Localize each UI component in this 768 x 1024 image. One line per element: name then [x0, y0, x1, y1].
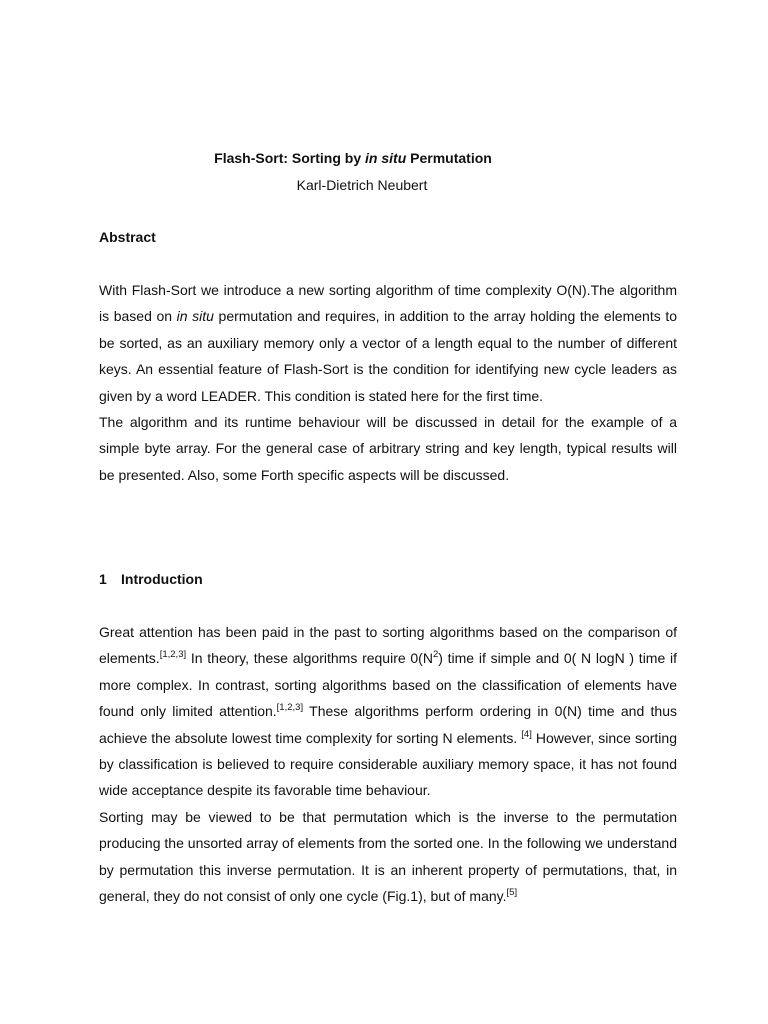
intro-p1-text-e: However, since sorting by classification is believed to require considerable auxiliary memory space, it has not found wide acceptance despite its favorable time behaviour. [99, 729, 677, 799]
citation-ref: [4] [521, 728, 532, 740]
title-text-italic: in situ [365, 150, 407, 166]
abstract-p1-text-b: permutation and requires, in addition to the array holding the elements to be sorted, as an auxiliary memory only a vector of a length equal to the number of different keys. An essential feature of Flash-Sort is the condition for identifying new cycle leaders as given by a word LEADER. This condition is stated here for the first time. [99, 308, 677, 404]
section-title: Introduction [121, 571, 203, 587]
intro-p1-text-d: These algorithms perform ordering in 0(N) time and thus achieve the absolute lowest time complexity for sorting N elements. [99, 703, 677, 746]
abstract-body [99, 277, 677, 488]
introduction-body [99, 619, 677, 909]
abstract-paragraph-2: The algorithm and its runtime behaviour will be discussed in detail for the example of a simple byte array. For the general case of arbitrary string and key length, typical results will be presented. Also, some Forth specific aspects will be discussed. [99, 414, 677, 483]
intro-paragraph-2 [99, 804, 677, 910]
intro-p2-text: Sorting may be viewed to be that permutation which is the inverse to the permutation producing the unsorted array of elements from the sorted one. In the following we understand by permutation this inverse permutation. It is an inherent property of permutations, that, in general, they do not consist of only one cycle (Fig.1), but of many. [99, 808, 677, 905]
intro-p1-text-c: ) time if simple and 0( N logN ) time if more complex. In contrast, sorting algorithms based on the classification of elements have found only limited attention. [99, 650, 677, 720]
abstract-p1-italic: in situ [176, 308, 214, 325]
title-text-start: Flash-Sort: Sorting by [214, 150, 366, 166]
introduction-heading [99, 571, 203, 587]
citation-ref: [5] [506, 887, 518, 899]
citation-ref: [1,2,3] [159, 649, 187, 661]
abstract-p1-text-a: With Flash-Sort we introduce a new sorting algorithm of time complexity O(N).The algorithm is based on [99, 282, 677, 325]
section-number: 1 [99, 571, 107, 587]
abstract-heading: Abstract [99, 229, 156, 245]
paper-title [0, 150, 706, 166]
intro-paragraph-1 [99, 619, 677, 804]
abstract-paragraph-1 [99, 277, 677, 409]
citation-ref: [1,2,3] [276, 702, 304, 714]
intro-p1-text-b: In theory, these algorithms require 0(N [186, 650, 433, 667]
intro-p1-text-a: Great attention has been paid in the past to sorting algorithms based on the comparison of elements. [99, 624, 677, 667]
title-text-end: Permutation [406, 150, 492, 166]
superscript-exponent: 2 [432, 649, 439, 661]
paper-author: Karl-Dietrich Neubert [296, 177, 428, 193]
